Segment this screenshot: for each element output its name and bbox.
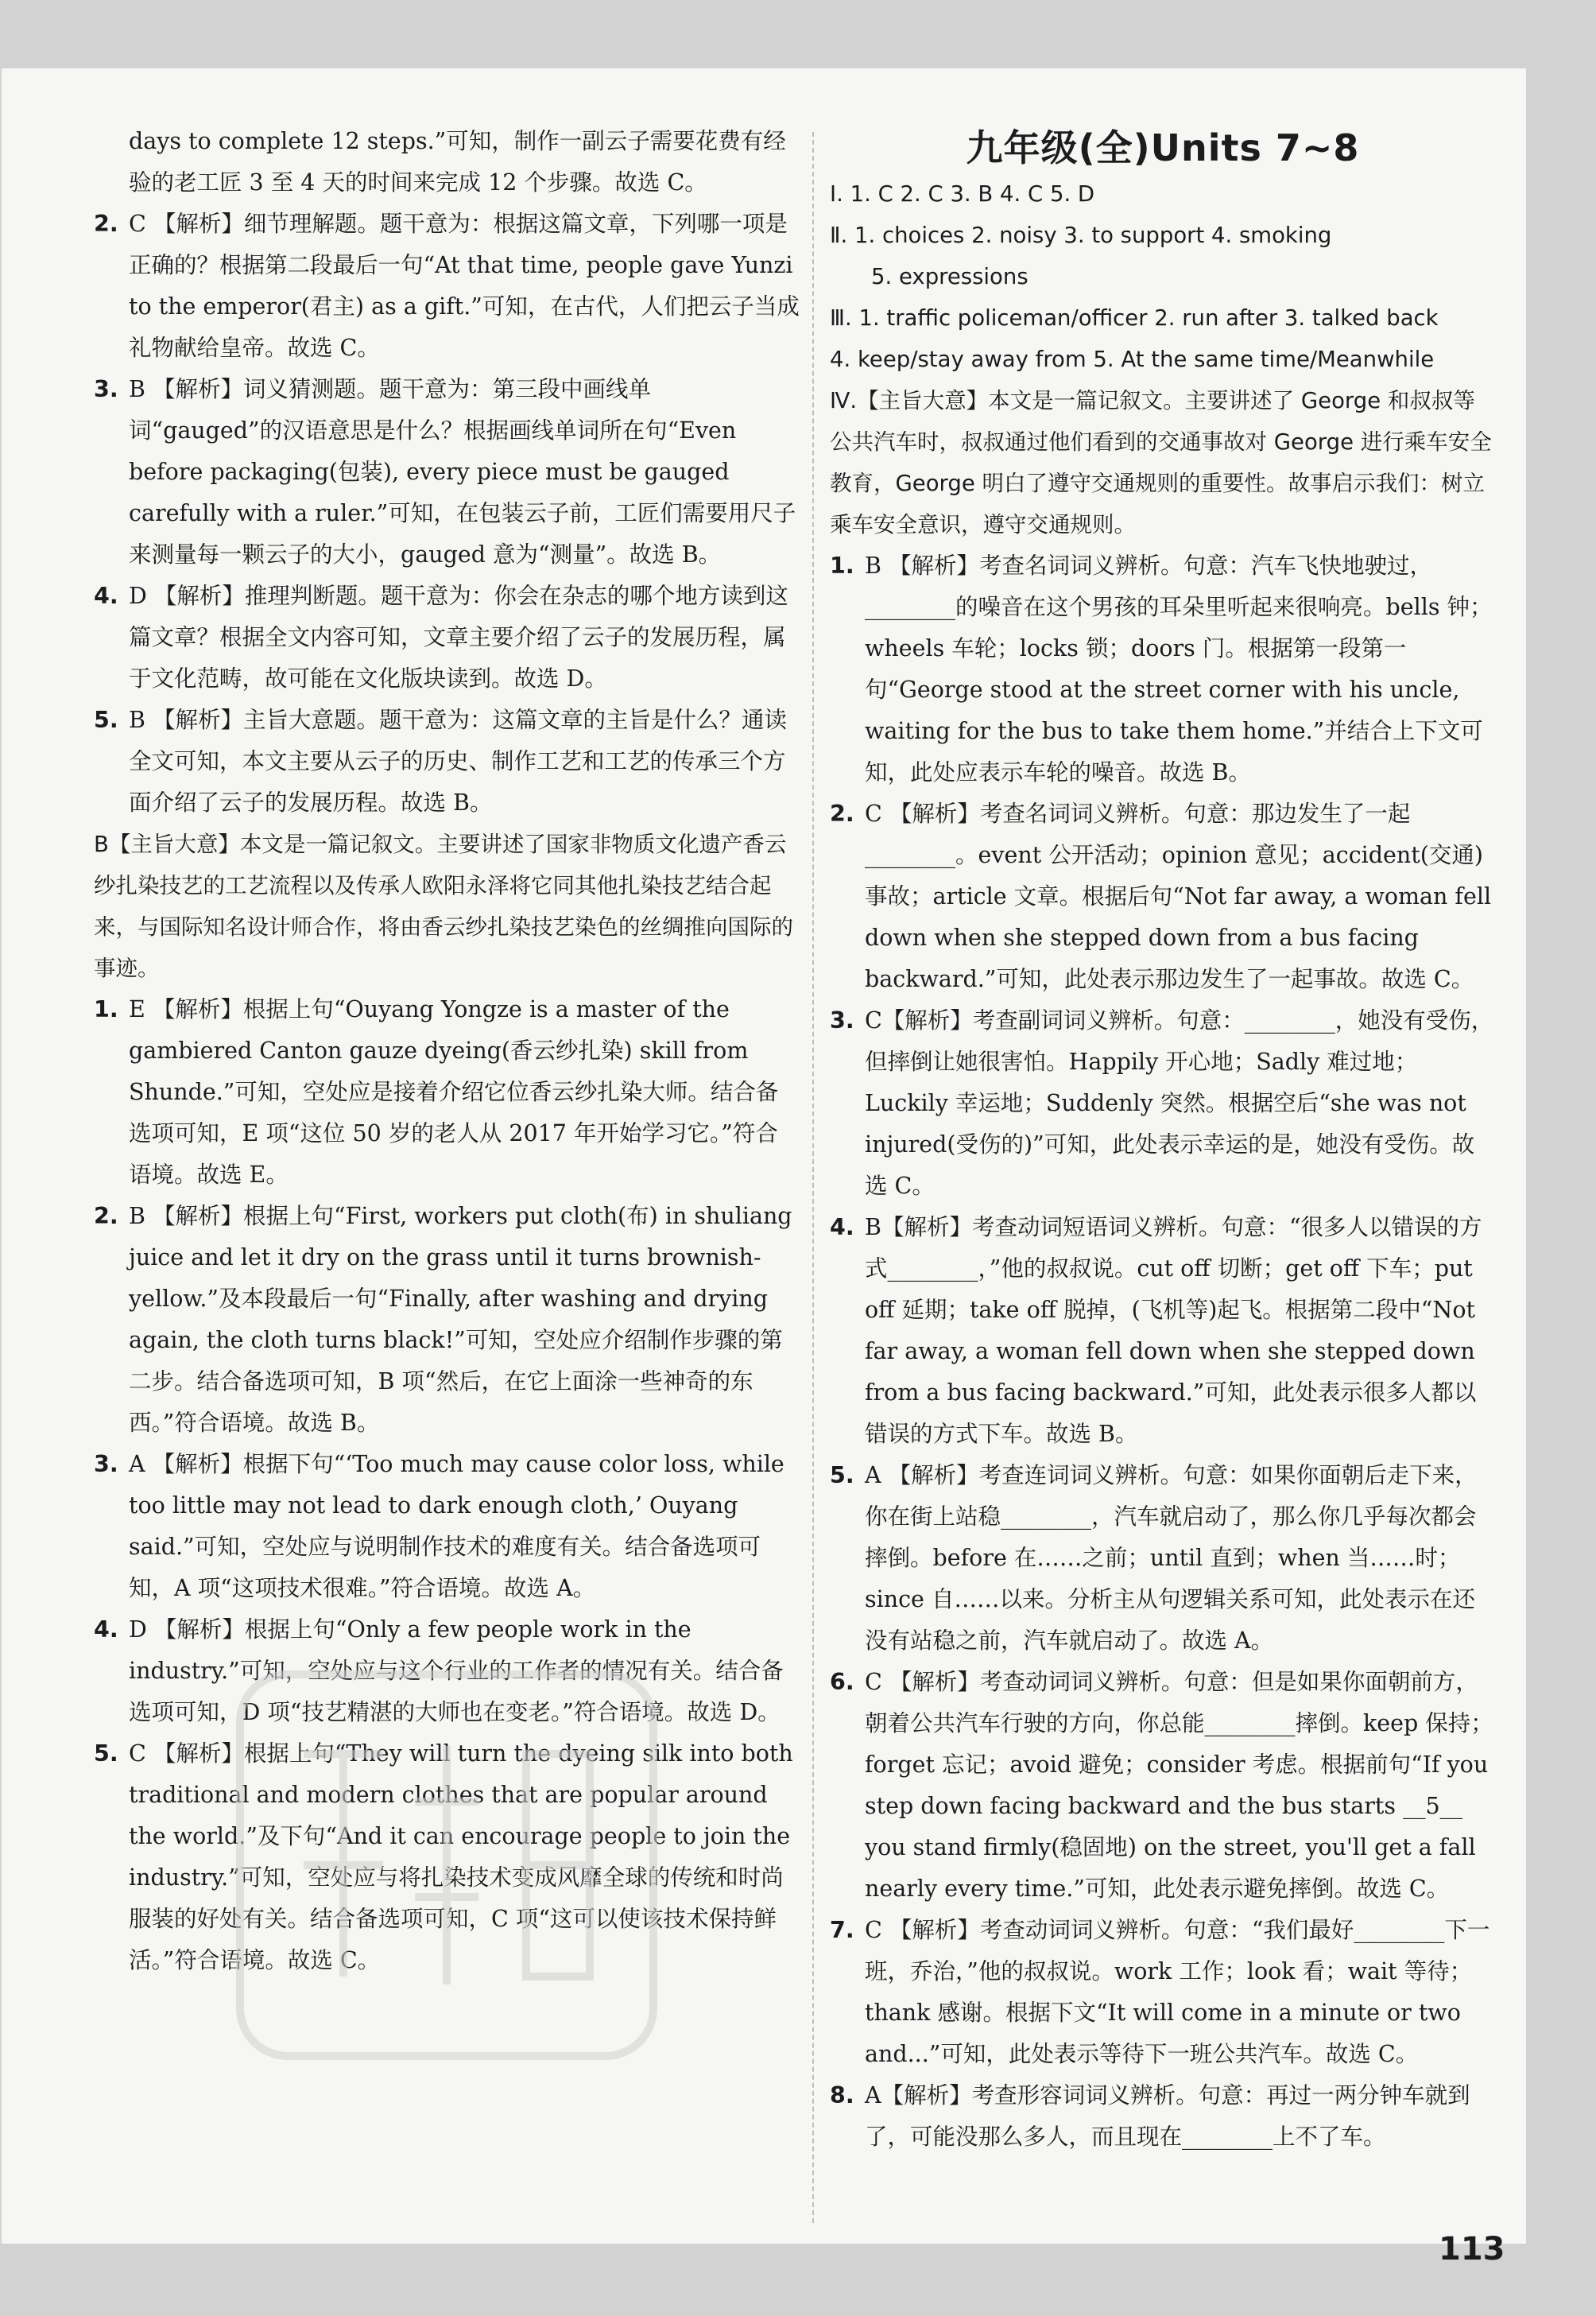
answer-paragraph (830, 1207, 1496, 1455)
answer-paragraph (830, 1662, 1496, 1910)
answer-line: Ⅰ. 1. C 2. C 3. B 4. C 5. D (830, 181, 1095, 207)
paragraph-text: B 【解析】词义猜测题。题干意为：第三段中画线单词“gauged”的汉语意思是什么？根据画线单词所在句“Even before packaging(包装), every piece must be gauged carefully with a ruler.”可知，在包装云子前，工匠们需要用尺子来测量每一颗云子的大小，gauged 意为“测量”。故选 B。 (129, 376, 796, 568)
watermark-seal (208, 1643, 685, 2088)
paragraph-text: B 【解析】考查名词词义辨析。句意：汽车飞快地驶过，________的噪音在这个男孩的耳朵里听起来很响亮。bells 钟；wheels 车轮；locks 锁；doors 门。根据第一段第一句“George stood at the street corner with his uncle, waiting for the bus to take them home.”并结合上下文可知，此处应表示车轮的噪音。故选 B。 (865, 553, 1493, 786)
answer-line: 5. expressions (871, 264, 1028, 289)
paragraph-text: A 【解析】考查连词词义辨析。句意：如果你面朝后走下来，你在街上站稳________，汽车就启动了，那么你几乎每次都会摔倒。before 在……之前；until 直到；when 当……时；since 自……以来。分析主从句逻辑关系可知，此处表示在还没有站稳之前，汽车就启动了。故选 A。 (865, 1462, 1478, 1654)
section-iv-summary: Ⅳ.【主旨大意】本文是一篇记叙文。主要讲述了 George 和叔叔等公共汽车时，叔叔通过他们看到的交通事故对 George 进行乘车安全教育，George 明白了遵守交通规则的重要性。故事启示我们：树立乘车安全意识，遵守交通规则。 (830, 388, 1492, 537)
paragraph-text: D 【解析】根据上句“Only a few people work in the industry.”可知，空处应与这个行业的工作者的情况有关。结合备选项可知，D 项“技艺精湛的大师也在变老。”符合语境。故选 D。 (129, 1616, 784, 1725)
answer-line: Ⅲ. 1. traffic policeman/officer 2. run after 3. talked back (830, 305, 1439, 331)
answer-paragraph (830, 793, 1496, 1000)
answer-paragraph (830, 1910, 1496, 2075)
answer-paragraph (94, 1196, 800, 1444)
paragraph-text: B【解析】考查动词短语词义辨析。句意：“很多人以错误的方式________，”他的叔叔说。cut off 切断；get off 下车；put off 延期；take off 脱掉，(飞机等)起飞。根据第二段中“Not far away, a woman fell down when she stepped down from a bus facing backward.”可知，此处表示很多人都以错误的方式下车。故选 B。 (865, 1214, 1482, 1447)
answer-line: 4. keep/stay away from 5. At the same time/Meanwhile (830, 347, 1435, 372)
page-number: 113 (1439, 2231, 1505, 2268)
paragraph-text: days to complete 12 steps.”可知，制作一副云子需要花费有经验的老工匠 3 至 4 天的时间来完成 12 个步骤。故选 C。 (129, 128, 786, 196)
column-divider (812, 132, 814, 2223)
item-number: 5. (94, 707, 118, 733)
item-number: 2. (830, 801, 854, 827)
section-b-summary: B【主旨大意】本文是一篇记叙文。主要讲述了国家非物质文化遗产香云纱扎染技艺的工艺流程以及传承人欧阳永泽将它同其他扎染技艺结合起来，与国际知名设计师合作，将由香云纱扎染技艺染色的丝绸推向国际的事迹。 (94, 832, 793, 981)
paragraph-text: C 【解析】根据上句“They will turn the dyeing silk into both traditional and modern clothes that are popular around the world.”及下句“And it can encourage people to join the industry.”可知，空处应与将扎染技术变成风靡全球的传统和时尚服装的好处有关。结合备选项可知，C 项“这可以使该技术保持鲜活。”符合语境。故选 C。 (129, 1740, 793, 1973)
answer-paragraph (94, 989, 800, 1196)
item-number: 4. (94, 583, 118, 609)
answer-paragraph (129, 121, 800, 204)
answer-paragraph (94, 204, 800, 369)
right-column (830, 124, 1496, 2158)
answer-paragraph (830, 1000, 1496, 1207)
right-answers-list (830, 545, 1496, 2158)
item-number: 5. (830, 1462, 854, 1488)
paragraph-text: B 【解析】根据上句“First, workers put cloth(布) in shuliang juice and let it dry on the grass until it turns brownish-yellow.”及本段最后一句“Finally, after washing and drying again, the cloth turns black!”可知，空处应介绍制作步骤的第二步。结合备选项可知，B 项“然后，在它上面涂一些神奇的东西。”符合语境。故选 B。 (129, 1203, 792, 1436)
item-number: 3. (830, 1007, 854, 1034)
paragraph-text: C 【解析】考查动词词义辨析。句意：“我们最好________下一班，乔治，”他的叔叔说。work 工作；look 看；wait 等待；thank 感谢。根据下文“It will come in a minute or two and...”可知，此处表示等待下一班公共汽车。故选 C。 (865, 1917, 1490, 2067)
item-number: 3. (94, 1451, 118, 1477)
answer-paragraph (830, 545, 1496, 793)
answer-line: Ⅱ. 1. choices 2. noisy 3. to support 4. smoking (830, 223, 1332, 248)
answer-paragraph (94, 576, 800, 700)
paragraph-text: A【解析】考查形容词词义辨析。句意：再过一两分钟车就到了，可能没那么多人，而且现在________上不了车。 (865, 2082, 1470, 2150)
item-number: 7. (830, 1917, 854, 1943)
item-number: 4. (94, 1616, 118, 1643)
answer-paragraph (830, 2075, 1496, 2158)
paragraph-text: C 【解析】考查名词词义辨析。句意：那边发生了一起________。event 公开活动；opinion 意见；accident(交通)事故；article 文章。根据后句“Not far away, a woman fell down when she stepped down from a bus facing backward.”可知，此处表示那边发生了一起事故。故选 C。 (865, 801, 1492, 992)
paragraph-text: C【解析】考查副词词义辨析。句意：________，她没有受伤，但摔倒让她很害怕。Happily 开心地；Sadly 难过地；Luckily 幸运地；Suddenly 突然。根据空后“she was not injured(受伤的)”可知，此处表示幸运的是，她没有受伤。故选 C。 (865, 1007, 1494, 1199)
answer-paragraph (94, 369, 800, 576)
paragraph-text: C 【解析】细节理解题。题干意为：根据这篇文章，下列哪一项是正确的？根据第二段最后一句“At that time, people gave Yunzi to the emperor(君主) as a gift.”可知，在古代，人们把云子当成礼物献给皇帝。故选 C。 (129, 211, 800, 361)
page-sheet (2, 68, 1526, 2268)
item-number: 4. (830, 1214, 854, 1240)
paragraph-text: C 【解析】考查动词词义辨析。句意：但是如果你面朝前方，朝着公共汽车行驶的方向，你总能________摔倒。keep 保持；forget 忘记；avoid 避免；consider 考虑。根据前句“If you step down facing backward and the bus starts __5__ you stand firmly(稳固地) on the street, you'll get a fall nearly every time.”可知，此处表示避免摔倒。故选 C。 (865, 1669, 1493, 1902)
item-number: 1. (830, 553, 854, 579)
paragraph-text: D 【解析】推理判断题。题干意为：你会在杂志的哪个地方读到这篇文章？根据全文内容可知，文章主要介绍了云子的发展历程，属于文化范畴，故可能在文化版块读到。故选 D。 (129, 583, 788, 692)
item-number: 1. (94, 996, 118, 1022)
answer-paragraph (94, 700, 800, 824)
paragraph-text: A 【解析】根据下句“‘Too much may cause color loss, while too little may not lead to dark enough cloth,’ Ouyang said.”可知，空处应与说明制作技术的难度有关。结合备选项可知，A 项“这项技术很难。”符合语境。故选 A。 (129, 1451, 784, 1601)
answer-paragraph (94, 1444, 800, 1609)
unit-title: 九年级(全)Units 7~8 (966, 126, 1360, 169)
item-number: 3. (94, 376, 118, 402)
answer-paragraph (830, 1455, 1496, 1662)
item-number: 2. (94, 1203, 118, 1229)
item-number: 8. (830, 2082, 854, 2108)
paragraph-text: E 【解析】根据上句“Ouyang Yongze is a master of the gambiered Canton gauze dyeing(香云纱扎染) skill from Shunde.”可知，空处应是接着介绍它位香云纱扎染大师。结合备选项可知，E 项“这位 50 岁的老人从 2017 年开始学习它。”符合语境。故选 E。 (129, 996, 779, 1188)
item-number: 2. (94, 211, 118, 237)
item-number: 5. (94, 1740, 118, 1767)
item-number: 6. (830, 1669, 854, 1695)
paragraph-text: B 【解析】主旨大意题。题干意为：这篇文章的主旨是什么？通读全文可知，本文主要从云子的历史、制作工艺和工艺的传承三个方面介绍了云子的发展历程。故选 B。 (129, 707, 788, 816)
